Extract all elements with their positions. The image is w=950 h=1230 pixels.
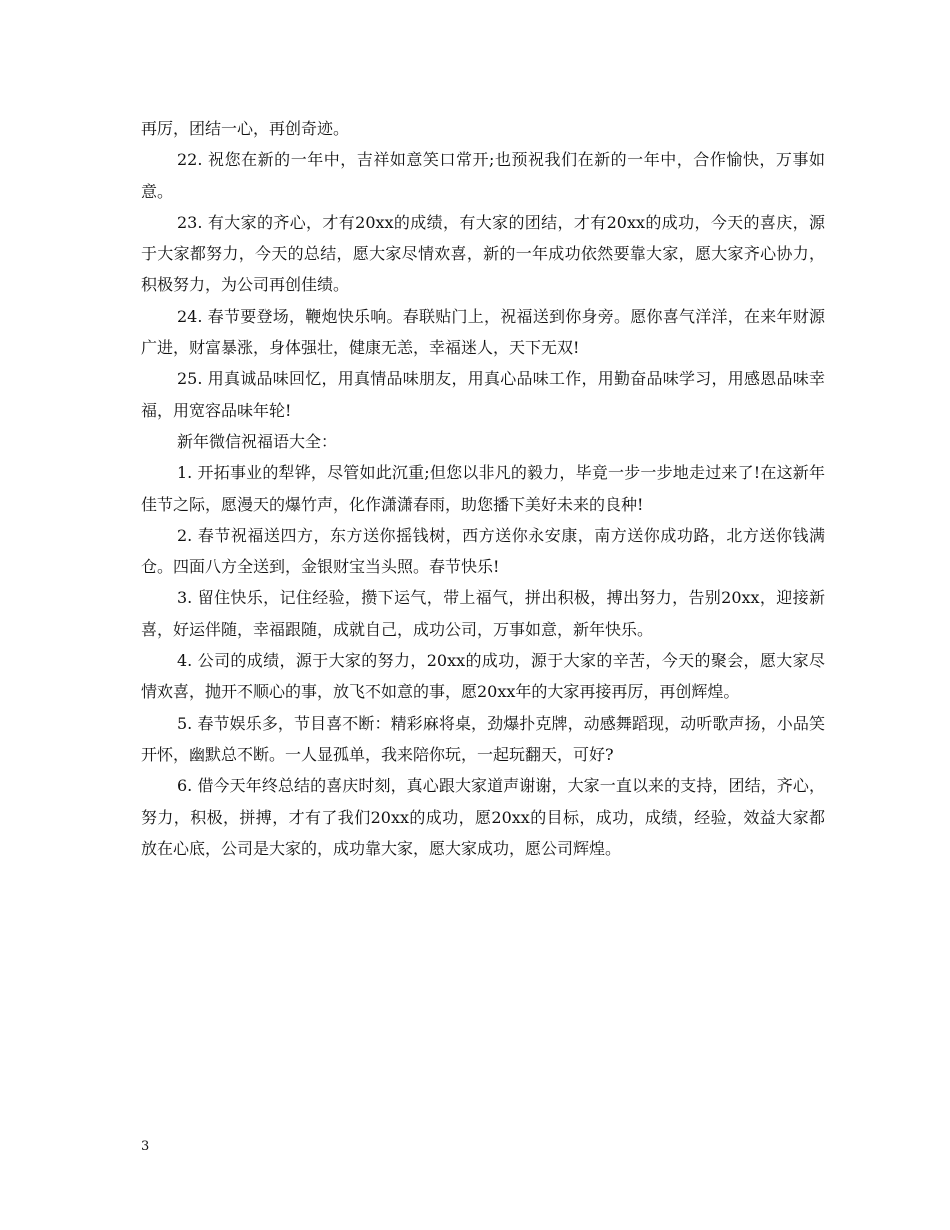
page-number: 3 [141, 1139, 150, 1154]
section-heading: 新年微信祝福语大全： [177, 431, 338, 451]
paragraph: 25. 用真诚品味回忆，用真情品味朋友，用真心品味工作，用勤奋品味学习，用感恩品味幸福，用宽容品味年轮! [141, 369, 825, 420]
paragraph: 4. 公司的成绩，源于大家的努力，20xx的成功，源于大家的辛苦，今天的聚会，愿大家尽情欢喜，抛开不顺心的事，放飞不如意的事，愿20xx年的大家再接再厉，再创辉煌。 [141, 651, 825, 702]
paragraph: 2. 春节祝福送四方，东方送你摇钱树，西方送你永安康，南方送你成功路，北方送你钱满仓。四面八方全送到，金银财宝当头照。春节快乐! [141, 525, 825, 577]
paragraph: 1. 开拓事业的犁铧，尽管如此沉重;但您以非凡的毅力，毕竟一步一步地走过来了!在这新年佳节之际，愿漫天的爆竹声，化作潇潇春雨，助您播下美好未来的良种! [141, 463, 825, 514]
paragraph: 6. 借今天年终总结的喜庆时刻，真心跟大家道声谢谢，大家一直以来的支持，团结，齐心，努力，积极，拼搏，才有了我们20xx的成功，愿20xx的目标，成功，成绩，经验，效益大家都放在心底，公司是大家的，成功靠大家，愿大家成功，愿公司辉煌。 [141, 776, 825, 858]
paragraph: 24. 春节要登场，鞭炮快乐响。春联贴门上，祝福送到你身旁。愿你喜气洋洋，在来年财源广进，财富暴涨，身体强壮，健康无恙，幸福迷人，天下无双! [141, 306, 825, 358]
paragraph: 5. 春节娱乐多，节目喜不断：精彩麻将桌，劲爆扑克牌，动感舞蹈现，动听歌声扬，小品笑开怀，幽默总不断。一人显孤单，我来陪你玩，一起玩翻天，可好? [141, 713, 825, 764]
document-body [141, 113, 825, 864]
paragraph: 3. 留住快乐，记住经验，攒下运气，带上福气，拼出积极，搏出努力，告别20xx，迎接新喜，好运伴随，幸福跟随，成就自己，成功公司，万事如意，新年快乐。 [141, 588, 825, 639]
paragraph: 23. 有大家的齐心，才有20xx的成绩，有大家的团结，才有20xx的成功，今天的喜庆，源于大家都努力，今天的总结，愿大家尽情欢喜，新的一年成功依然要靠大家，愿大家齐心协力，积极努力，为公司再创佳绩。 [141, 212, 825, 295]
paragraph: 再厉，团结一心，再创奇迹。 [141, 119, 350, 138]
paragraph: 22. 祝您在新的一年中，吉祥如意笑口常开;也预祝我们在新的一年中，合作愉快，万事如意。 [141, 150, 825, 201]
